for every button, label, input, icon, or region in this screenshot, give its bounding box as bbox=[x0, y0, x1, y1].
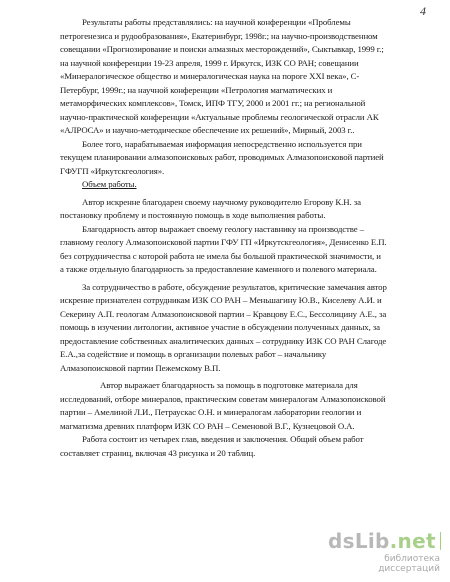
text-line: Более того, нарабатываемая информация непосредственно используется при bbox=[82, 138, 362, 149]
dslib-watermark bbox=[328, 529, 440, 574]
text-line: главному геологу Алмазопоисковой партии ГФУ ГП «Иркутскгеология», Денисенко Е.П. bbox=[60, 237, 387, 247]
text-line: петрогенезиса и рудообразования», Екатеринбург, 1998г.; на научно-производственном bbox=[60, 30, 378, 41]
watermark-subtitle: библиотека диссертаций bbox=[378, 554, 440, 574]
text-line: Секерину А.П. геологам Алмазопоисковой партии – Кравцову Е.С., Бессолицину А.Е., за bbox=[60, 308, 387, 319]
text-line: Работа состоит из четырех глав, введения и заключения. Общий объем работ bbox=[82, 434, 364, 444]
text-line: исследований, отборе минералов, практическим советам минералогам Алмазопоисковой bbox=[60, 393, 386, 404]
text-line: Алмазопоисковой партии Пежемскому В.П. bbox=[60, 362, 221, 373]
text-line: партии – Амелиной Л.И., Петраускас О.Н. и минералогам лаборатории геологии и bbox=[60, 407, 362, 417]
text-line: Е.А.,за содействие и помощь в организации полевых работ – начальнику bbox=[60, 349, 327, 359]
text-line: «Минералогическое общество и минералогическая наука на пороге XXI века», С- bbox=[60, 71, 360, 81]
text-line: «АЛРОСА» и научно-методическое обеспечение их решений», Мирный, 2003 г.. bbox=[60, 125, 355, 135]
document-body bbox=[60, 16, 422, 460]
text-line: совещании «Прогнозирование и поиски алмазных месторождений», Сыктывкар, 1999 г.; bbox=[60, 44, 384, 54]
text-line: За сотрудничество в работе, обсуждение результатов, критические замечания автор bbox=[82, 281, 387, 292]
text-line: а также отдельную благодарность за предоставление каменного и полевого материала. bbox=[60, 264, 377, 274]
text-line: текущем планировании алмазопоисковых работ, проводимых Алмазопоисковой партией bbox=[60, 152, 384, 162]
text-line: Результаты работы представлялись: на научной конференции «Проблемы bbox=[82, 17, 351, 27]
text-line: магматизма древних платформ ИЗК СО РАН – Семеновой В.Г., Кузнецовой О.А. bbox=[60, 420, 355, 431]
text-line: искренне признателен сотрудникам ИЗК СО РАН – Меньшагину Ю.В., Киселеву А.И. и bbox=[60, 295, 382, 305]
text-line: составляет страниц, включая 43 рисунка и 20 таблиц. bbox=[60, 447, 256, 458]
watermark-logo: dsLib.net bbox=[328, 529, 436, 553]
text-line: Петербург, 1999г.; на научной конференции «Петрология магматических и bbox=[60, 84, 333, 95]
text-line: метаморфических комплексов», Томск, ИПФ ТГУ, 2000 и 2001 гг.; на региональной bbox=[60, 98, 366, 108]
text-line: Благодарность автор выражает своему геологу наставнику на производстве – bbox=[82, 223, 364, 234]
text-line: научно-практической конференции «Актуальные проблемы геологической отрасли АК bbox=[60, 111, 379, 122]
text-line: помощь в изучении литологии, активное участие в обсуждении полученных данных, за bbox=[60, 322, 380, 332]
text-line: предоставление собственных аналитических данных – сотруднику ИЗК СО РАН Слагоде bbox=[60, 335, 387, 346]
text-line: Автор выражает благодарность за помощь в подготовке материала для bbox=[100, 380, 358, 390]
text-line: ГФУГП «Иркутскгеология». bbox=[60, 165, 165, 176]
page-number: 4 bbox=[420, 4, 426, 18]
text-line: без сотрудничества с которой работа не имела бы большой практической значимости, и bbox=[60, 250, 381, 261]
text-line: на научной конференции 19-23 апреля, 1999 г. Иркутск, ИЗК СО РАН; совещании bbox=[60, 57, 359, 68]
text-line: Объем работы. bbox=[82, 179, 137, 189]
text-line: постановку проблему и постоянную помощь в ходе выполнения работы. bbox=[60, 210, 326, 220]
text-line: Автор искренне благодарен своему научному руководителю Егорову К.Н. за bbox=[82, 196, 361, 207]
